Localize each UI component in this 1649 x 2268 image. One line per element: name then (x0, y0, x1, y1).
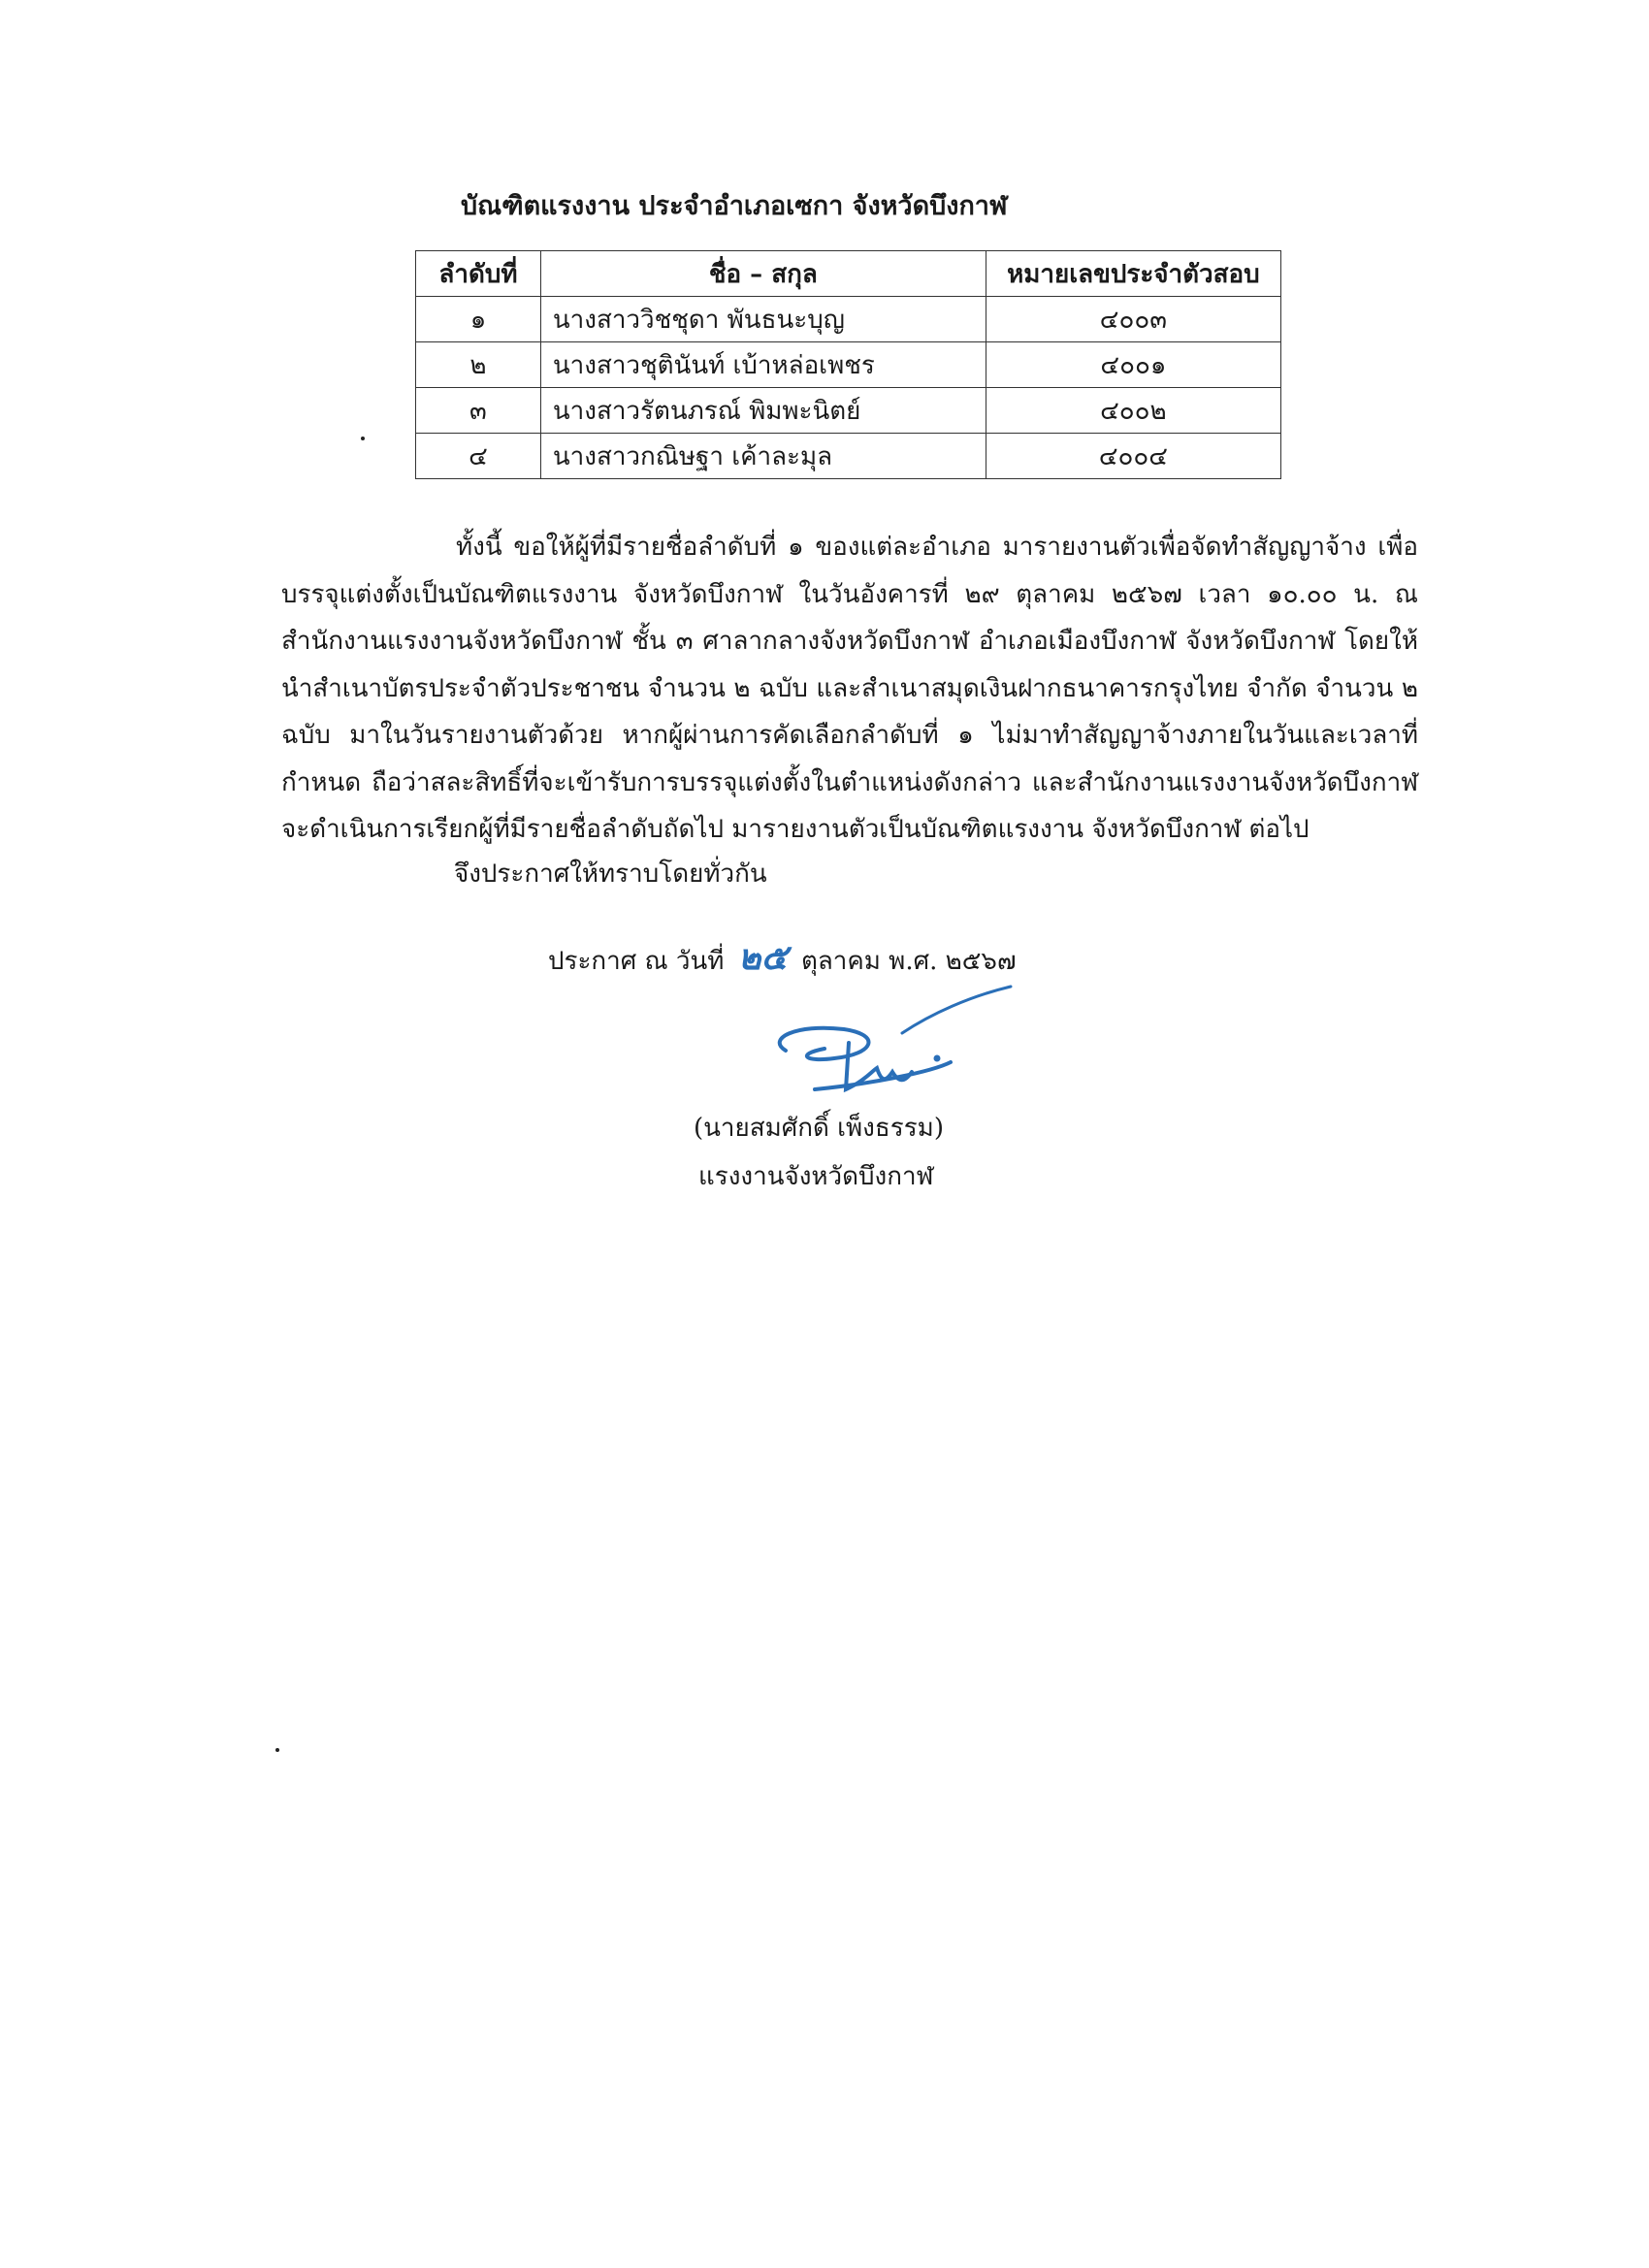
header-order: ลำดับที่ (416, 251, 541, 297)
row-name: นางสาวกณิษฐา เค้าละมุล (540, 434, 986, 479)
header-exam-id: หมายเลขประจำตัวสอบ (986, 251, 1280, 297)
table-row (416, 297, 1281, 342)
row-exam-id: ๔๐๐๔ (986, 434, 1280, 479)
signature-image (757, 975, 1028, 1130)
signer-name: (นายสมศักดิ์ เพ็งธรรม) (694, 1114, 944, 1143)
table-row (416, 342, 1281, 388)
row-order: ๑ (416, 297, 541, 342)
body-paragraph: ทั้งนี้ ขอให้ผู้ที่มีรายชื่อลำดับที่ ๑ ของแต่ละอำเภอ มารายงานตัวเพื่อจัดทำสัญญาจ้าง เพื่อบรรจุแต่งตั้งเป็นบัณฑิตแรงงาน จังหวัดบึงกาฬ ในวันอังคารที่ ๒๙ ตุลาคม ๒๕๖๗ เวลา ๑๐.๐๐ น. ณ สำนักงานแรงงานจังหวัดบึงกาฬ ชั้น ๓ ศาลากลางจังหวัดบึงกาฬ อำเภอเมืองบึงกาฬ จังหวัดบึงกาฬ โดยให้นำสำเนาบัตรประจำตัวประชาชน จำนวน ๒ ฉบับ และสำเนาสมุดเงินฝากธนาคารกรุงไทย จำกัด จำนวน ๒ ฉบับ มาในวันรายงานตัวด้วย หากผู้ผ่านการคัดเลือกลำดับที่ ๑ ไม่มาทำสัญญาจ้างภายในวันและเวลาที่กำหนด ถือว่าสละสิทธิ์ที่จะเข้ารับการบรรจุแต่งตั้งในตำแหน่งดังกล่าว และสำนักงานแรงงานจังหวัดบึงกาฬ จะดำเนินการเรียกผู้ที่มีรายชื่อลำดับถัดไป มารายงานตัวเป็นบัณฑิตแรงงาน จังหวัดบึงกาฬ ต่อไป (281, 533, 1418, 844)
row-exam-id: ๔๐๐๓ (986, 297, 1280, 342)
row-order: ๔ (416, 434, 541, 479)
candidate-table (415, 250, 1281, 479)
row-name: นางสาววิชชุดา พันธนะบุญ (540, 297, 986, 342)
row-order: ๒ (416, 342, 541, 388)
section-title: บัณฑิตแรงงาน ประจำอำเภอเซกา จังหวัดบึงกาฬ (461, 191, 1008, 221)
announcement-suffix: ตุลาคม พ.ศ. ๒๕๖๗ (800, 947, 1017, 976)
scan-speck (361, 437, 365, 440)
row-name: นางสาวชุตินันท์ เบ้าหล่อเพชร (540, 342, 986, 388)
row-name: นางสาวรัตนภรณ์ พิมพะนิตย์ (540, 388, 986, 434)
announcement-prefix: ประกาศ ณ วันที่ (548, 947, 725, 976)
table-header-row (416, 251, 1281, 297)
header-name: ชื่อ – สกุล (540, 251, 986, 297)
signer-title: แรงงานจังหวัดบึงกาฬ (698, 1162, 934, 1191)
table-row (416, 434, 1281, 479)
scan-speck (275, 1748, 279, 1752)
closing-line: จึงประกาศให้ทราบโดยทั่วกัน (454, 859, 767, 889)
row-exam-id: ๔๐๐๑ (986, 342, 1280, 388)
table-row (416, 388, 1281, 434)
handwritten-day: ๒๕ (737, 938, 788, 978)
row-order: ๓ (416, 388, 541, 434)
row-exam-id: ๔๐๐๒ (986, 388, 1280, 434)
